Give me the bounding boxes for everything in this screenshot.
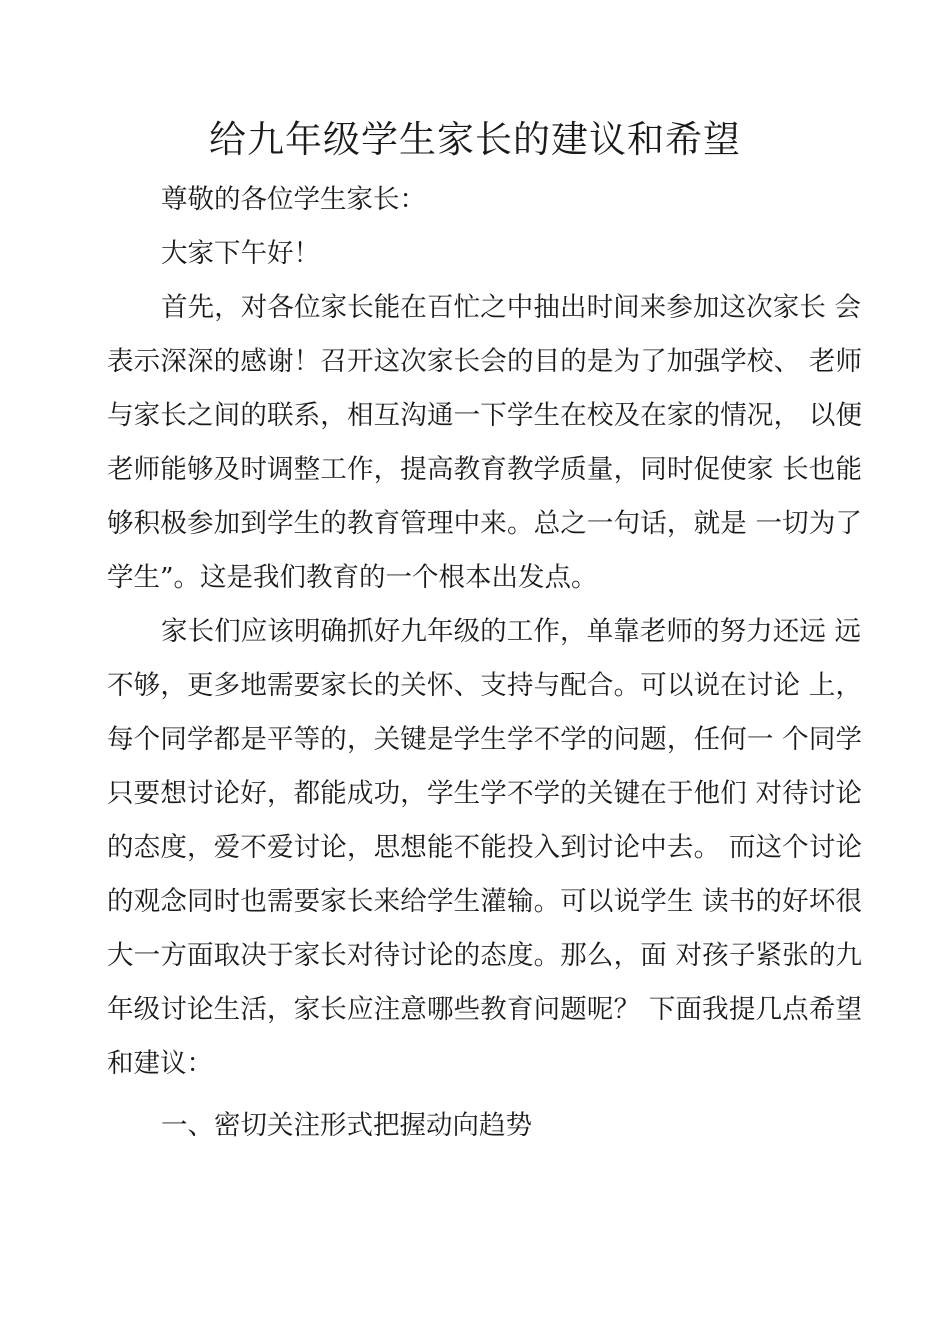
salutation-line: 大家下午好！ (161, 238, 320, 269)
paragraph-1-line-1: 首先，对各位家长能在百忙之中抽出时间来参加这次家长 会 (161, 292, 861, 323)
paragraph-2-line-2: 不够，更多地需要家长的关怀、支持与配合。可以说在讨论 上， (107, 670, 862, 701)
greeting-line: 尊敬的各位学生家长： (161, 184, 426, 215)
paragraph-2-line-6: 的观念同时也需要家长来给学生灌输。可以说学生 读书的好坏很 (107, 886, 862, 917)
section-heading: 一、密切关注形式把握动向趋势 (161, 1110, 532, 1141)
paragraph-2-line-5: 的态度，爱不爱讨论，思想能不能投入到讨论中去。 而这个讨论 (107, 832, 862, 863)
paragraph-2-line-3: 每个同学都是平等的，关键是学生学不学的问题，任何一 个同学 (107, 724, 862, 755)
document-title: 给九年级学生家长的建议和希望 (209, 118, 741, 161)
paragraph-1-line-6: 学生”。这是我们教育的一个根本出发点。 (107, 562, 598, 593)
paragraph-1-line-4: 老师能够及时调整工作，提高教育教学质量，同时促使家 长也能 (107, 454, 862, 485)
paragraph-2-line-1: 家长们应该明确抓好九年级的工作，单靠老师的努力还远 远 (161, 616, 861, 647)
paragraph-1-line-3: 与家长之间的联系，相互沟通一下学生在校及在家的情况， 以便 (107, 400, 862, 431)
paragraph-2-line-8: 年级讨论生活，家长应注意哪些教育问题呢？ 下面我提几点希望 (107, 994, 862, 1025)
paragraph-2-line-4: 只要想讨论好，都能成功，学生学不学的关键在于他们 对待讨论 (107, 778, 862, 809)
paragraph-2-line-9: 和建议： (107, 1048, 213, 1079)
paragraph-2-line-7: 大一方面取决于家长对待讨论的态度。那么，面 对孩子紧张的九 (107, 940, 862, 971)
paragraph-1-line-5: 够积极参加到学生的教育管理中来。总之一句话，就是 一切为了 (107, 508, 862, 539)
paragraph-1-line-2: 表示深深的感谢！召开这次家长会的目的是为了加强学校、 老师 (107, 346, 862, 377)
